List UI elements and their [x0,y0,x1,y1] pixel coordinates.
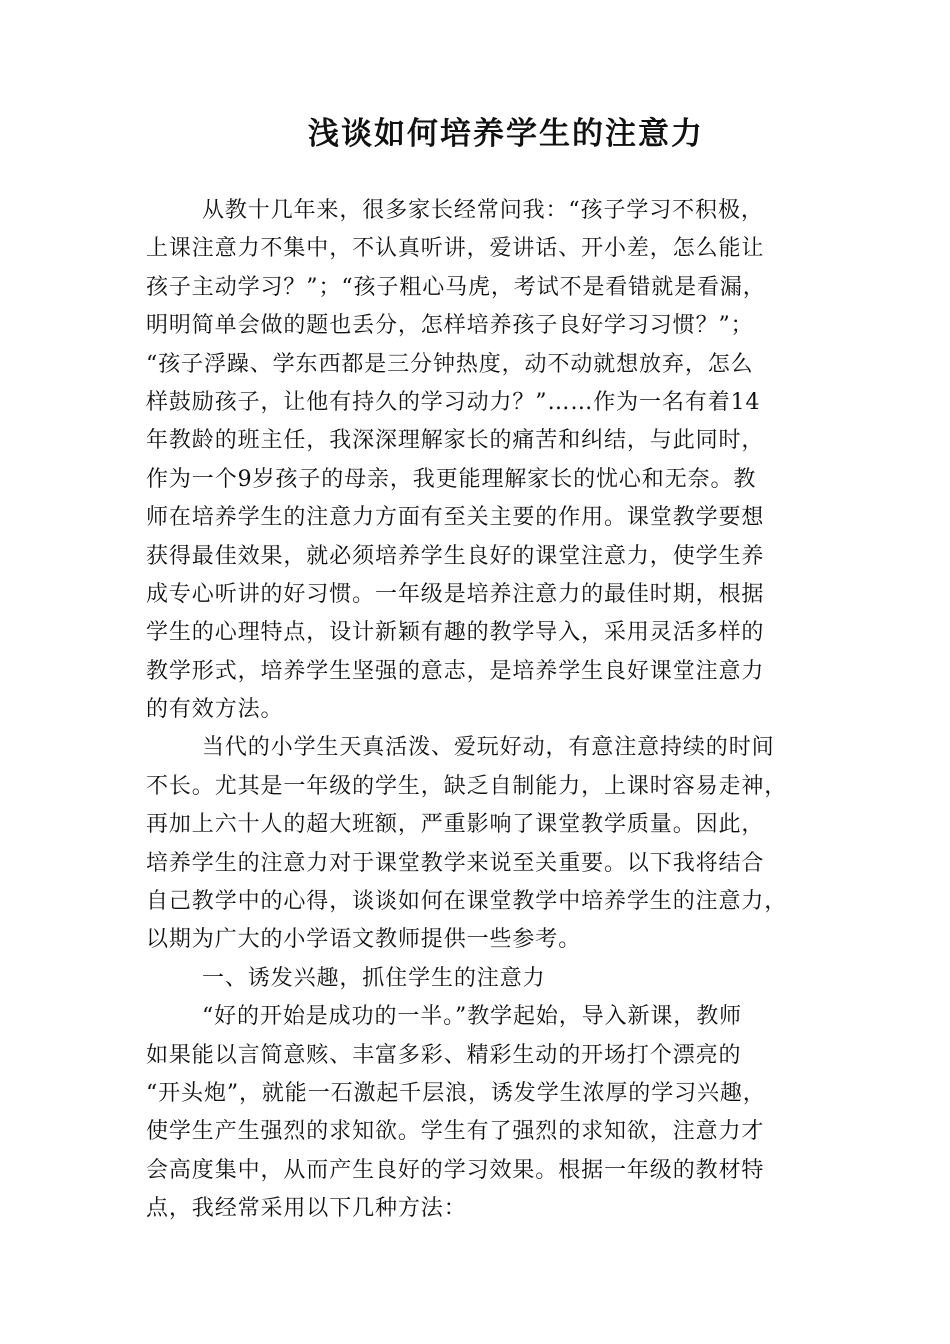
text-line: 一、诱发兴趣，抓住学生的注意力 [202,965,546,991]
document-body [146,192,808,1229]
text-line: 从教十几年来，很多家长经常问我：“孩子学习不积极， [202,198,764,223]
text-line: 以期为广大的小学语文教师提供一些参考。 [146,927,582,953]
text-line: 自己教学中的心得，谈谈如何在课堂教学中培养学生的注意力， [146,889,788,915]
text-line: 如果能以言简意赅、丰富多彩、精彩生动的开场打个漂亮的 [146,1042,742,1068]
text-line: 上课注意力不集中，不认真听讲，爱讲话、开小差，怎么能让 [146,236,765,262]
text-line: 不长。尤其是一年级的学生，缺乏自制能力，上课时容易走神， [146,773,788,799]
text-line: 再加上六十人的超大班额，严重影响了课堂教学质量。因此， [146,812,765,838]
text-line: 学生的心理特点，设计新颖有趣的教学导入，采用灵活多样的 [146,620,765,646]
text-line: 使学生产生强烈的求知欲。学生有了强烈的求知欲，注意力才 [146,1119,765,1145]
text-line: 当代的小学生天真活泼、爱玩好动，有意注意持续的时间 [202,735,775,761]
text-line: 明明简单会做的题也丢分，怎样培养孩子良好学习习惯？”； [146,313,754,339]
text-line: 年教龄的班主任，我深深理解家长的痛苦和纠结，与此同时， [146,428,765,454]
text-line: “孩子浮躁、学东西都是三分钟热度，动不动就想放弃，怎么 [146,351,754,377]
text-line: 样鼓励孩子，让他有持久的学习动力？”……作为一名有着14 [146,389,761,415]
text-line: 会高度集中，从而产生良好的学习效果。根据一年级的教材特 [146,1157,765,1183]
text-line: 教学形式，培养学生坚强的意志，是培养学生良好课堂注意力 [146,658,765,684]
text-line: “开头炮”，就能一石激起千层浪，诱发学生浓厚的学习兴趣， [146,1080,766,1106]
text-line: 点，我经常采用以下几种方法： [146,1196,467,1222]
title-area [0,0,950,200]
text-line: 的有效方法。 [146,697,284,723]
text-line: 孩子主动学习？”；“孩子粗心马虎，考试不是看错就是看漏， [146,274,766,300]
text-line: 获得最佳效果，就必须培养学生良好的课堂注意力，使学生养 [146,543,765,569]
text-line: 培养学生的注意力对于课堂教学来说至关重要。以下我将结合 [146,850,765,876]
text-line: “好的开始是成功的一半。”教学起始，导入新课，教师 [202,1004,742,1030]
text-line: 师在培养学生的注意力方面有至关主要的作用。课堂教学要想 [146,505,765,531]
text-line: 成专心听讲的好习惯。一年级是培养注意力的最佳时期，根据 [146,581,765,607]
document-title: 浅谈如何培养学生的注意力 [308,116,704,152]
text-line: 作为一个9岁孩子的母亲，我更能理解家长的忧心和无奈。教 [146,466,757,492]
